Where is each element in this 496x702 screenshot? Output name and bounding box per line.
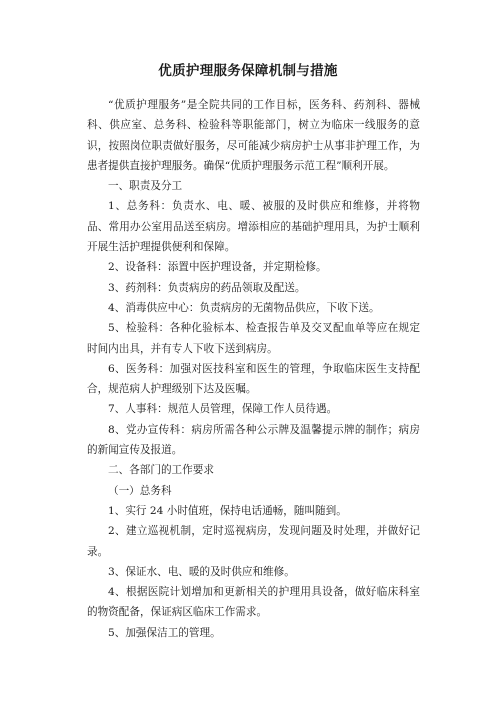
- requirement-item: 4、根据医院计划增加和更新相关的护理用具设备，做好临床科室的物资配备，保证病区临床工作需求。: [87, 586, 420, 619]
- duty-item: 1、总务科：负责水、电、暖、被服的及时供应和维修，并将物品、常用办公室用品送至病房。增添相应的基础护理用具，为护士顺利开展生活护理提供便利和保障。: [87, 200, 420, 254]
- duty-item: 3、药剂科：负责病房的药品领取及配送。: [108, 281, 306, 294]
- duty-item: 6、医务科：加强对医技科室和医生的管理，争取临床医生支持配合，规范病人护理级别下达及医嘱。: [87, 362, 420, 396]
- requirement-item: 5、加强保洁工的管理。: [108, 626, 221, 639]
- duty-item: 5、检验科：各种化验标本、检查报告单及交叉配血单等应在规定时间内出具，并有专人下收下送到病房。: [87, 322, 420, 355]
- requirement-item: 2、建立巡视机制，定时巡视病房，发现问题及时处理，并做好记录。: [87, 525, 420, 558]
- intro-paragraph: “优质护理服务”是全院共同的工作目标，医务科、药剂科、器械科、供应室、总务科、检验科等职能部门，树立为临床一线服务的意识，按照岗位职责做好服务，尽可能减少病房护士从事非护理工作，为患者提供直接护理服务。确保“优质护理服务示范工程”顺利开展。: [87, 99, 420, 172]
- document-body: [87, 95, 420, 643]
- duty-item: 8、党办宣传科：病房所需各种公示牌及温馨提示牌的制作；病房的新闻宣传及报道。: [87, 423, 420, 457]
- requirement-item: 3、保证水、电、暖的及时供应和维修。: [108, 565, 295, 578]
- subsection-heading-general-affairs: （一）总务科: [108, 484, 172, 497]
- duty-item: 7、人事科：规范人员管理，保障工作人员待遇。: [108, 403, 338, 416]
- section-heading-duties: 一、职责及分工: [108, 180, 183, 193]
- requirement-item: 1、实行 24 小时值班，保持电话通畅，随叫随到。: [108, 504, 347, 517]
- document-title: 优质护理服务保障机制与措施: [158, 63, 338, 79]
- section-heading-requirements: 二、各部门的工作要求: [108, 464, 214, 477]
- duty-item: 4、消毒供应中心：负责病房的无菌物品供应，下收下送。: [108, 301, 380, 314]
- duty-item: 2、设备科：添置中医护理设备，并定期检修。: [108, 261, 327, 274]
